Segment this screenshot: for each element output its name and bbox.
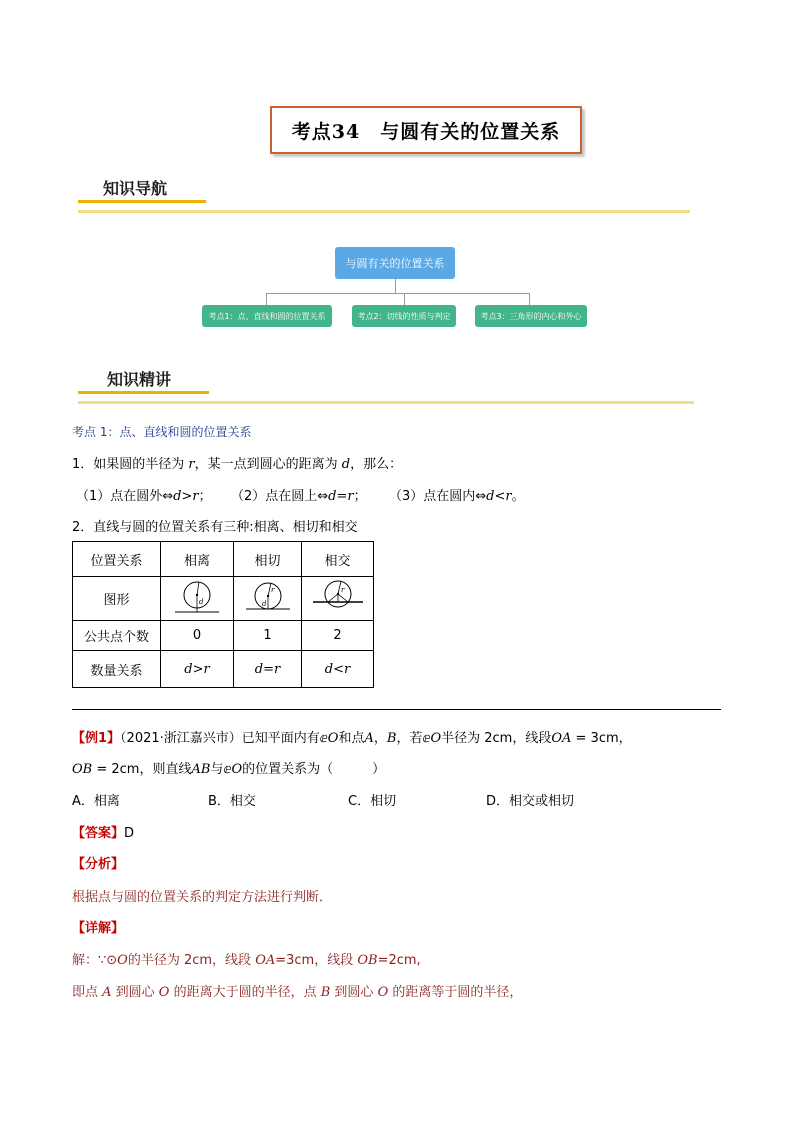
mindmap-root: 与圆有关的位置关系 xyxy=(335,247,455,279)
answer-line: 【答案】D xyxy=(72,826,135,841)
table-header-cell: 位置关系 xyxy=(73,542,161,577)
section-divider xyxy=(78,210,690,213)
relation-table xyxy=(72,541,374,688)
solution-line-1: 解：∵⊙O的半径为 2cm，线段 OA=3cm，线段 OB=2cm, xyxy=(72,953,421,968)
case-on: （2）点在圆上⇔d=r； xyxy=(231,489,367,504)
heading-underline xyxy=(78,391,209,394)
mindmap-connector xyxy=(266,293,267,305)
mindmap-connector xyxy=(404,293,405,305)
table-row xyxy=(73,577,374,621)
table-cell: d>r xyxy=(161,651,234,688)
option-d: D．相交或相切 xyxy=(486,794,575,809)
nav-heading: 知识导航 xyxy=(103,179,168,198)
figure-separate xyxy=(161,577,234,621)
topic-item-1: 1．如果圆的半径为 r，某一点到圆心的距离为 d，那么： xyxy=(72,457,403,472)
table-cell: 0 xyxy=(161,621,234,651)
svg-text:d: d xyxy=(199,597,204,606)
table-cell: d=r xyxy=(234,651,302,688)
detail-tag: 【详解】 xyxy=(72,921,125,936)
option-b: B．相交 xyxy=(208,794,256,809)
mindmap-node-1: 考点1：点、直线和圆的位置关系 xyxy=(202,305,332,327)
svg-text:r: r xyxy=(340,585,344,594)
analysis-tag: 【分析】 xyxy=(72,857,125,872)
table-cell: d<r xyxy=(302,651,374,688)
figure-tangent xyxy=(234,577,302,621)
table-row xyxy=(73,651,374,688)
section-divider xyxy=(78,401,694,404)
figure-intersect xyxy=(302,577,374,621)
table-header-cell: 相切 xyxy=(234,542,302,577)
mindmap-connector xyxy=(395,279,396,293)
example-question-line-2: OB = 2cm，则直线AB与ⅇO的位置关系为（ ） xyxy=(72,762,386,777)
svg-text:r: r xyxy=(270,585,274,594)
table-cell: 图形 xyxy=(73,577,161,621)
case-inside: （3）点在圆内⇔d<r。 xyxy=(389,489,525,504)
table-cell: 公共点个数 xyxy=(73,621,161,651)
table-cell: 数量关系 xyxy=(73,651,161,688)
topic-item-2: 2．直线与圆的位置关系有三种:相离、相切和相交 xyxy=(72,520,358,535)
page-title: 考点34 与圆有关的位置关系 xyxy=(270,106,582,154)
mindmap-connector xyxy=(529,293,530,305)
table-header-cell: 相离 xyxy=(161,542,234,577)
heading-underline xyxy=(78,200,206,203)
option-c: C．相切 xyxy=(348,794,397,809)
circle-line-intersect-figure xyxy=(310,578,366,616)
mindmap-node-2: 考点2：切线的性质与判定 xyxy=(352,305,456,327)
example-question-line-1: 【例1】（2021·浙江嘉兴市）已知平面内有ⅇO和点A，B，若ⅇO半径为 2cm，线段OA = 3cm， xyxy=(72,731,632,746)
table-cell: 2 xyxy=(302,621,374,651)
mindmap-node-3: 考点3：三角形的内心和外心 xyxy=(475,305,587,327)
option-a: A．相离 xyxy=(72,794,120,809)
detail-heading: 知识精讲 xyxy=(107,370,172,389)
case-outside: （1）点在圆外⇔d>r； xyxy=(76,489,212,504)
circle-line-separate-figure xyxy=(172,578,222,616)
solution-line-2: 即点 A 到圆心 O 的距离大于圆的半径，点 B 到圆心 O 的距离等于圆的半径， xyxy=(72,985,523,1000)
analysis-text: 根据点与圆的位置关系的判定方法进行判断． xyxy=(72,890,333,905)
horizontal-rule xyxy=(72,709,721,710)
table-row xyxy=(73,621,374,651)
topic-heading: 考点 1：点、直线和圆的位置关系 xyxy=(72,425,252,439)
circle-line-tangent-figure xyxy=(243,578,293,616)
table-row xyxy=(73,542,374,577)
table-cell: 1 xyxy=(234,621,302,651)
mindmap-connector xyxy=(266,293,529,294)
svg-text:d: d xyxy=(261,599,266,608)
table-header-cell: 相交 xyxy=(302,542,374,577)
